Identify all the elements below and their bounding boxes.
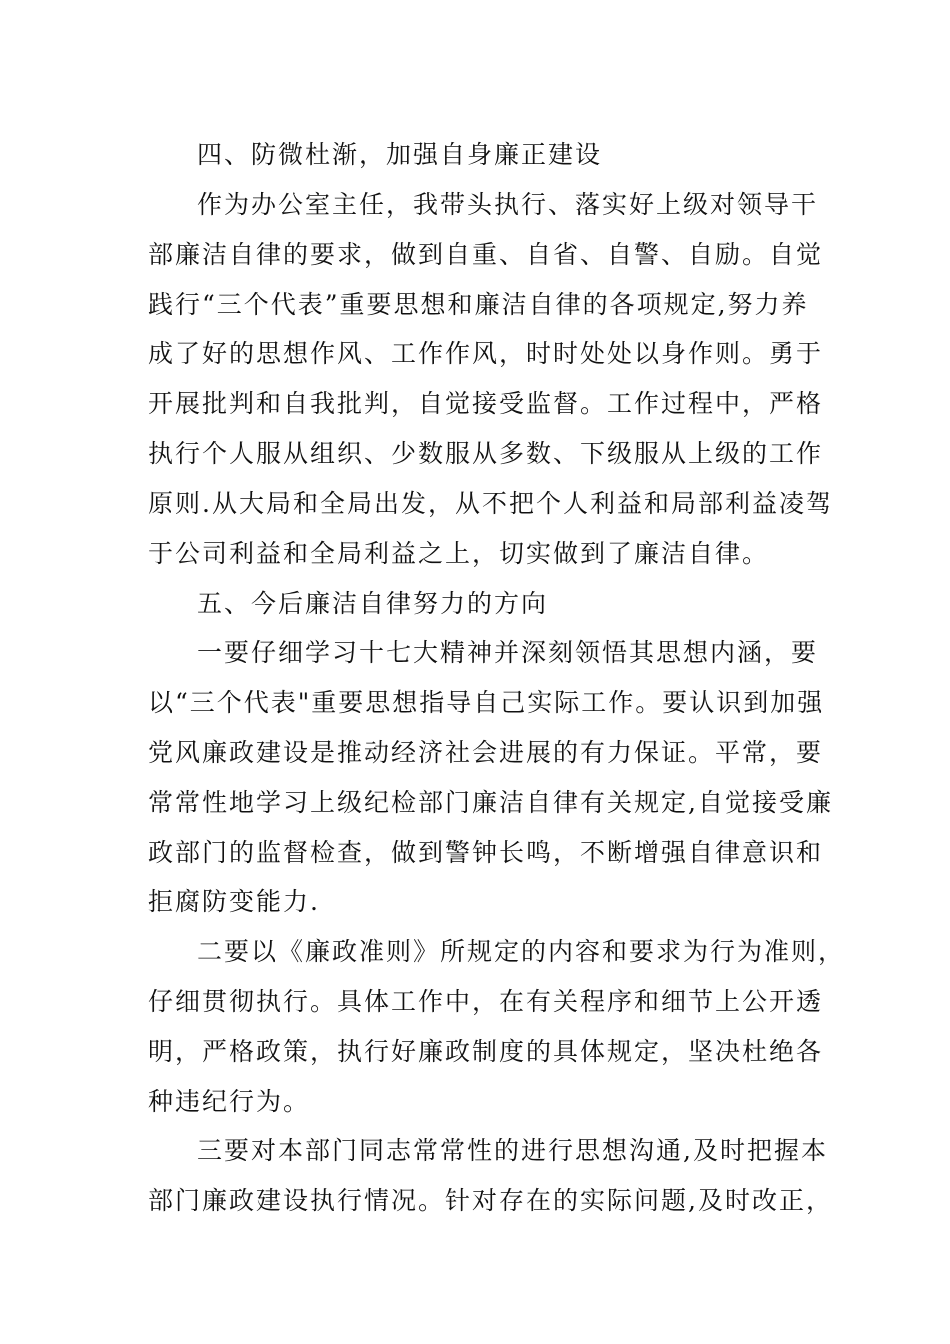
paragraph-line: 一要仔细学习十七大精神并深刻领悟其思想内涵，要 [197, 638, 819, 667]
paragraph-line: 成了好的思想作风、工作作风，时时处处以身作则。勇于 [148, 339, 824, 368]
section-heading-5: 五、今后廉洁自律努力的方向 [197, 589, 549, 618]
paragraph-line: 部廉洁自律的要求，做到自重、自省、自警、自励。自觉 [148, 240, 824, 269]
paragraph-line: 部门廉政建设执行情况。针对存在的实际问题,及时改正， [148, 1186, 833, 1215]
paragraph-line: 于公司利益和全局利益之上，切实做到了廉洁自律。 [148, 539, 770, 568]
paragraph-line: 原则.从大局和全局出发，从不把个人利益和局部利益凌驾 [148, 489, 833, 518]
section-heading-4: 四、防微杜渐，加强自身廉正建设 [197, 140, 603, 169]
paragraph-line: 以“三个代表"重要思想指导自己实际工作。要认识到加强 [148, 688, 825, 717]
paragraph-line: 政部门的监督检查，做到警钟长鸣，不断增强自律意识和 [148, 838, 824, 867]
paragraph-line: 仔细贯彻执行。具体工作中，在有关程序和细节上公开透 [148, 987, 824, 1016]
paragraph-line: 二要以《廉政准则》所规定的内容和要求为行为准则， [197, 937, 846, 966]
paragraph-line: 常常性地学习上级纪检部门廉洁自律有关规定,自觉接受廉 [148, 788, 833, 817]
paragraph-line: 明，严格政策，执行好廉政制度的具体规定，坚决杜绝各 [148, 1037, 824, 1066]
paragraph-line: 种违纪行为。 [148, 1087, 311, 1116]
paragraph-line: 党风廉政建设是推动经济社会进展的有力保证。平常，要 [148, 738, 824, 767]
paragraph-line: 开展批判和自我批判，自觉接受监督。工作过程中，严格 [148, 389, 824, 418]
paragraph-line: 拒腐防变能力. [148, 887, 320, 916]
paragraph-line: 执行个人服从组织、少数服从多数、下级服从上级的工作 [148, 439, 824, 468]
paragraph-line: 作为办公室主任，我带头执行、落实好上级对领导干 [197, 190, 819, 219]
paragraph-line: 践行“三个代表”重要思想和廉洁自律的各项规定,努力养 [148, 290, 809, 319]
paragraph-line: 三要对本部门同志常常性的进行思想沟通,及时把握本 [197, 1136, 828, 1165]
